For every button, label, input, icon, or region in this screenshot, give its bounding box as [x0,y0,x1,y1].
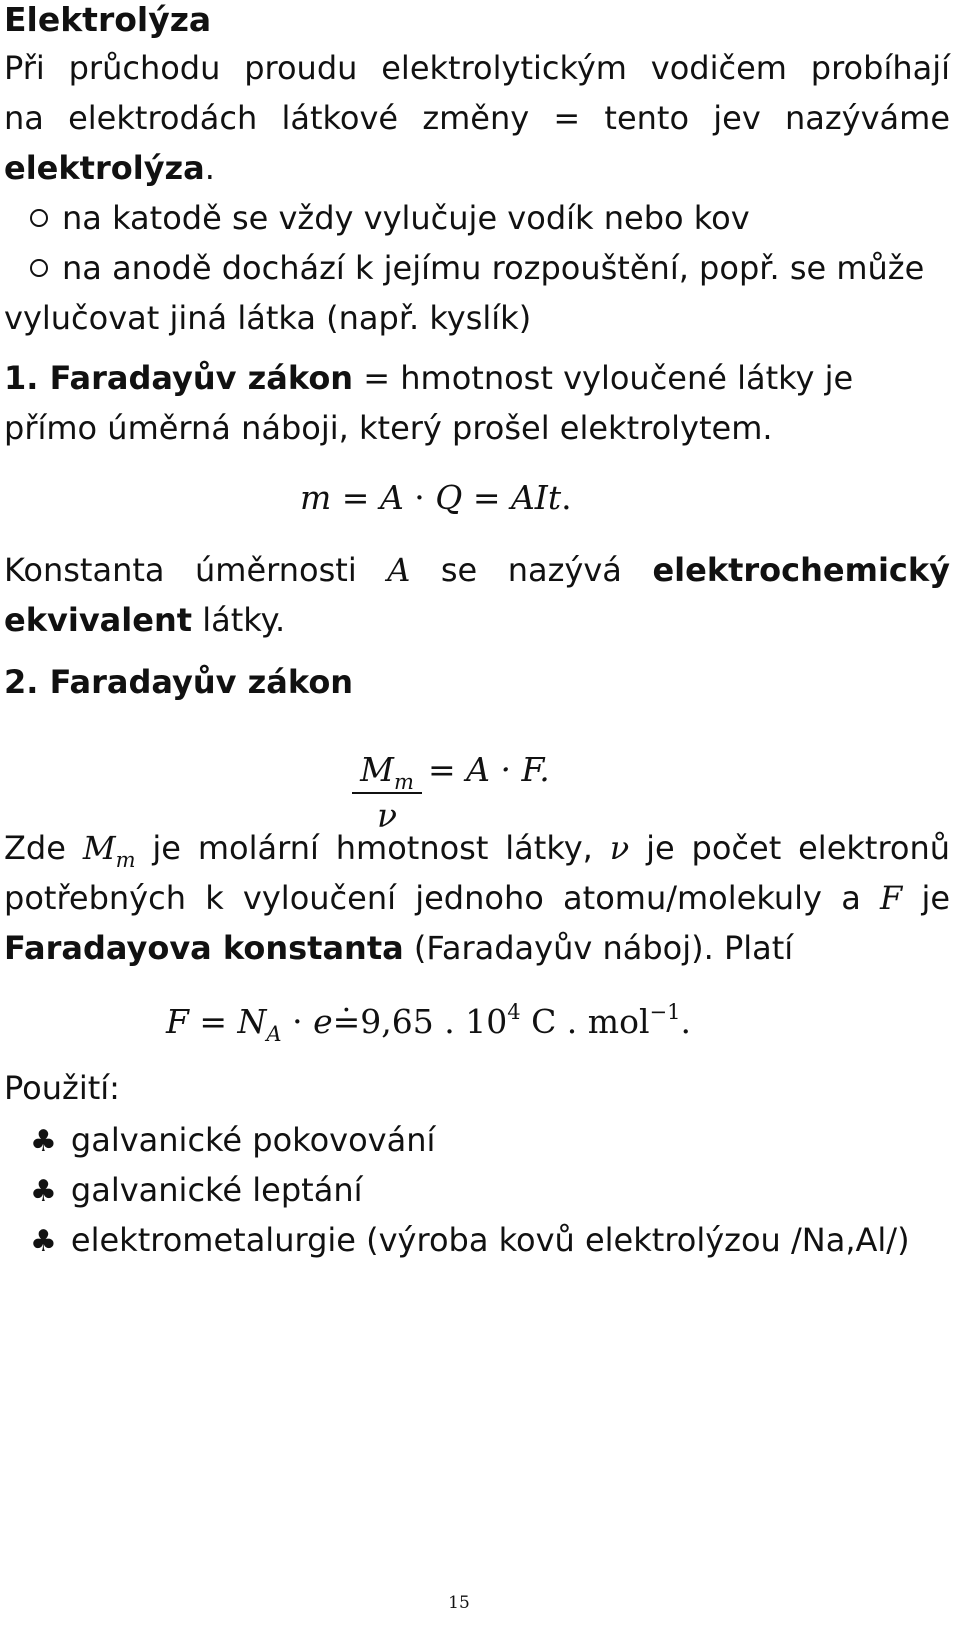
term-faradayova-konstanta: Faradayova konstanta [4,929,404,967]
konstanta-text: Konstanta úměrnosti [4,551,357,589]
use-item-text: galvanické leptání [70,1171,363,1209]
var-nu: ν [609,829,630,867]
zde-text: Zde [4,829,66,867]
sub-m: m [393,770,414,794]
term-ekvivalent: ekvivalent [4,601,193,639]
approx-equals-sign: = . [333,1002,361,1042]
term-elektrolyza: elektrolýza [4,149,205,187]
use-item-text: galvanické pokovování [70,1121,436,1159]
page-title: Elektrolýza [4,0,212,39]
exponent: 4 [507,1000,521,1024]
law1-line-2: přímo úměrná náboji, který prošel elektrolytem. [4,409,773,447]
use-item-1 [0,1120,435,1162]
law1-heading: 1. Faradayův zákon [4,359,354,397]
bullet-item-1 [0,198,750,238]
eq-period: . [561,478,572,517]
var-m: m [300,478,332,517]
var-M: M [360,750,394,789]
bullet-item-2 [0,248,950,288]
nazyva-text: se nazývá [440,551,622,589]
var-F: F [880,879,903,917]
konstanta-line-2 [4,600,285,640]
fraction-numerator [352,748,422,792]
var-A: A [379,478,404,517]
page-number: 15 [448,1593,470,1613]
use-item-text: elektrometalurgie (výroba kovů elektrolýzou /Na,Al/) [70,1221,910,1259]
zde-line-2 [4,878,950,918]
law2-equation-rhs [428,750,550,790]
uses-label: Použití: [4,1069,120,1107]
konstanta-line-1 [4,550,950,590]
club-suit-icon: ♣ [30,1124,57,1159]
bullet-text-2: na anodě dochází k jejímu rozpouštění, popř. se může [62,249,925,287]
unit-exponent: −1 [649,1000,681,1024]
intro-line-2: na elektrodách látkové změny = tento jev nazýváme [4,99,950,137]
var-F: F [166,1002,189,1041]
circle-bullet-icon [30,259,48,277]
var-N: N [237,1002,267,1041]
intro-line-1: Při průchodu proudu elektrolytickým vodičem probíhají [4,49,950,87]
use-item-2 [0,1170,363,1212]
var-Q: Q [435,478,463,517]
zde-line-1 [4,828,951,872]
sub-A: A [266,1022,282,1046]
cdot: · [403,478,436,517]
law1-definition: = hmotnost vyloučené látky je [363,359,854,397]
fraction-denominator: ν [376,796,398,835]
zde-desc-4: (Faradayův náboj). Platí [413,929,794,967]
law2-heading: 2. Faradayův zákon [4,663,354,701]
var-AIt: AIt [510,478,562,517]
bullet-text-1: na katodě se vždy vylučuje vodík nebo kov [62,199,750,237]
intro-period: . [204,149,215,187]
sub-m: m [115,848,136,872]
constant-value: 9,65 . 10 [360,1002,508,1041]
faraday-constant-equation [166,1000,691,1046]
var-M: M [82,829,116,867]
zde-desc-3: potřebných k vyloučení jednoho atomu/molekuly a [4,879,861,917]
eq-sign: = [462,478,511,517]
latky-text: látky. [202,601,286,639]
use-item-3 [0,1220,910,1262]
term-elektrochemicky: elektrochemický [652,551,951,589]
law1-line-1 [4,358,853,398]
zde-desc-2: je počet elektronů [646,829,951,867]
intro-line-3 [4,148,215,188]
je-text: je [921,879,951,917]
bullet-item-2-continuation: vylučovat jiná látka (např. kyslík) [4,299,532,337]
cdot: · [281,1002,314,1041]
club-suit-icon: ♣ [30,1224,57,1259]
eq-sign: = [188,1002,238,1041]
zde-line-3 [4,928,793,968]
circle-bullet-icon [30,209,48,227]
eq-period: . [680,1002,691,1041]
rhs-text: = A · F. [428,750,550,789]
club-suit-icon: ♣ [30,1174,57,1209]
var-A: A [387,551,411,589]
zde-desc-1: je molární hmotnost látky, [152,829,593,867]
var-e: e [313,1002,333,1041]
unit-text: C . mol [520,1002,650,1041]
law1-equation [300,478,572,518]
eq-sign: = [331,478,380,517]
molar-mass-fraction [352,748,422,838]
